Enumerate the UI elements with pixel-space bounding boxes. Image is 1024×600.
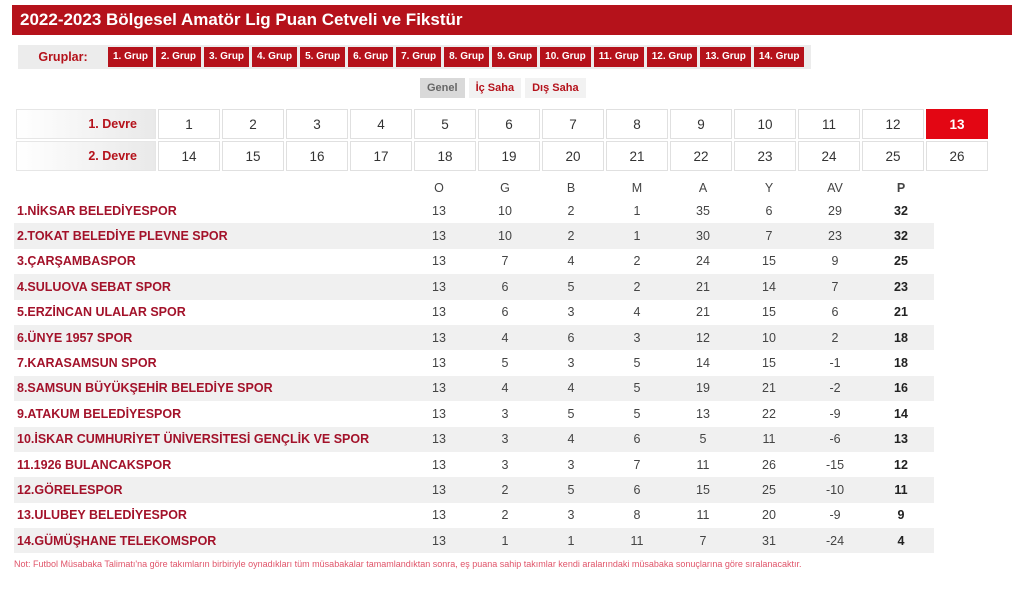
cell-lost: 5	[633, 406, 641, 421]
cell-won: 5	[501, 356, 509, 371]
standings-table	[14, 178, 934, 553]
cell-played: 13	[432, 356, 446, 371]
team-name-link[interactable]: 5.ERZİNCAN ULALAR SPOR	[17, 305, 186, 320]
cell-goals-for: 19	[670, 376, 736, 401]
cell-played: 13	[432, 457, 446, 472]
cell-played: 13	[432, 305, 446, 320]
table-row	[14, 452, 934, 477]
cell-goals-against: 6	[765, 203, 773, 218]
week-13-current[interactable]: 13	[926, 109, 988, 139]
cell-goals-for: 11	[696, 508, 710, 523]
cell-won: 10	[472, 223, 538, 248]
cell-played: 13	[406, 274, 472, 299]
week-25[interactable]: 25	[862, 141, 924, 171]
cell-goal-diff: -24	[802, 528, 868, 553]
cell-won: 4	[472, 376, 538, 401]
cell-drawn: 2	[567, 203, 575, 218]
week-19[interactable]: 19	[478, 141, 540, 171]
cell-lost: 2	[604, 274, 670, 299]
header-goal-diff: AV	[827, 181, 843, 195]
group-button-11[interactable]: 11. Grup	[594, 47, 644, 67]
table-row	[14, 249, 934, 274]
group-button-6[interactable]: 6. Grup	[348, 47, 393, 67]
team-name-link[interactable]: 13.ULUBEY BELEDİYESPOR	[17, 508, 187, 523]
header-lost: M	[631, 181, 643, 195]
cell-lost: 6	[604, 477, 670, 502]
group-button-4[interactable]: 4. Grup	[252, 47, 297, 67]
cell-lost: 2	[633, 254, 641, 269]
group-button-5[interactable]: 5. Grup	[300, 47, 345, 67]
cell-points: 9	[897, 508, 905, 523]
cell-points: 23	[868, 274, 934, 299]
group-button-8[interactable]: 8. Grup	[444, 47, 489, 67]
cell-goals-against: 25	[736, 477, 802, 502]
cell-lost: 6	[604, 427, 670, 452]
week-21[interactable]: 21	[606, 141, 668, 171]
cell-goals-against: 20	[762, 508, 776, 523]
week-10[interactable]: 10	[734, 109, 796, 139]
cell-goals-against: 15	[762, 356, 776, 371]
cell-goal-diff: 7	[802, 274, 868, 299]
cell-drawn: 3	[567, 356, 575, 371]
team-name-link[interactable]: 1.NİKSAR BELEDİYESPOR	[17, 203, 177, 218]
cell-goal-diff: 29	[828, 203, 842, 218]
cell-played: 13	[406, 427, 472, 452]
cell-goals-for: 21	[670, 274, 736, 299]
week-8[interactable]: 8	[606, 109, 668, 139]
group-button-9[interactable]: 9. Grup	[492, 47, 537, 67]
week-6[interactable]: 6	[478, 109, 540, 139]
team-name-link[interactable]: 9.ATAKUM BELEDİYESPOR	[17, 406, 182, 421]
table-row	[14, 477, 934, 502]
group-button-3[interactable]: 3. Grup	[204, 47, 249, 67]
cell-goal-diff: 23	[802, 223, 868, 248]
cell-goals-for: 30	[670, 223, 736, 248]
cell-played: 13	[406, 223, 472, 248]
cell-drawn: 4	[567, 254, 575, 269]
cell-lost: 11	[604, 528, 670, 553]
table-row	[14, 198, 934, 223]
cell-lost: 1	[604, 223, 670, 248]
cell-goals-against: 22	[762, 406, 776, 421]
standings-header	[14, 178, 934, 198]
cell-played: 13	[432, 254, 446, 269]
footnote: Not: Futbol Müsabaka Talimatı'na göre takımların birbiriyle oynadıkları tüm müsabakalar tamamlandıktan sonra, eş puana sahip takımlar kendi aralarındaki müsabaka sonuçlarına göre sıralanacaktır.	[14, 559, 802, 569]
cell-won: 3	[501, 406, 509, 421]
group-selector	[18, 45, 811, 69]
cell-lost: 5	[604, 376, 670, 401]
week-17[interactable]: 17	[350, 141, 412, 171]
cell-goal-diff: -10	[802, 477, 868, 502]
table-row	[14, 376, 934, 401]
cell-won: 2	[472, 477, 538, 502]
week-4[interactable]: 4	[350, 109, 412, 139]
cell-goals-for: 7	[670, 528, 736, 553]
week-23[interactable]: 23	[734, 141, 796, 171]
cell-drawn: 1	[538, 528, 604, 553]
cell-goals-against: 26	[762, 457, 776, 472]
week-16[interactable]: 16	[286, 141, 348, 171]
cell-goal-diff: 9	[831, 254, 839, 269]
cell-goal-diff: -9	[829, 508, 841, 523]
tab-genel[interactable]: Genel	[420, 78, 465, 98]
week-7[interactable]: 7	[542, 109, 604, 139]
first-half-row	[16, 109, 988, 139]
cell-points: 12	[894, 457, 908, 472]
cell-won: 2	[501, 508, 509, 523]
cell-won: 6	[472, 274, 538, 299]
cell-points: 4	[868, 528, 934, 553]
cell-points: 16	[868, 376, 934, 401]
table-row	[14, 300, 934, 325]
cell-drawn: 5	[538, 477, 604, 502]
table-row	[14, 350, 934, 375]
table-row	[14, 503, 934, 528]
first-half-label: 1. Devre	[16, 109, 156, 139]
cell-lost: 7	[633, 457, 641, 472]
team-name-link[interactable]: 7.KARASAMSUN SPOR	[17, 356, 157, 371]
cell-goal-diff: -15	[825, 457, 845, 472]
cell-drawn: 2	[538, 223, 604, 248]
header-team	[14, 178, 406, 198]
week-22[interactable]: 22	[670, 141, 732, 171]
team-name-link[interactable]: 6.ÜNYE 1957 SPOR	[14, 325, 406, 350]
cell-lost: 3	[604, 325, 670, 350]
second-half-row	[16, 141, 988, 171]
cell-goal-diff: 2	[802, 325, 868, 350]
group-button-1[interactable]: 1. Grup	[108, 47, 153, 67]
week-14[interactable]: 14	[158, 141, 220, 171]
table-row	[14, 223, 934, 248]
cell-played: 13	[406, 376, 472, 401]
cell-goals-against: 7	[736, 223, 802, 248]
cell-points: 11	[868, 477, 934, 502]
cell-drawn: 6	[538, 325, 604, 350]
week-26[interactable]: 26	[926, 141, 988, 171]
cell-points: 18	[868, 325, 934, 350]
cell-won: 6	[501, 305, 509, 320]
cell-played: 13	[432, 203, 446, 218]
cell-goals-against: 11	[736, 427, 802, 452]
cell-goals-for: 21	[696, 305, 710, 320]
cell-goals-against: 10	[736, 325, 802, 350]
cell-goals-for: 14	[696, 356, 710, 371]
cell-drawn: 4	[538, 427, 604, 452]
cell-points: 13	[868, 427, 934, 452]
cell-goals-for: 35	[696, 203, 710, 218]
week-1[interactable]: 1	[158, 109, 220, 139]
header-points: P	[896, 181, 906, 195]
cell-goals-for: 11	[696, 457, 710, 472]
table-row	[14, 274, 934, 299]
header-played: O	[434, 181, 444, 195]
cell-drawn: 4	[538, 376, 604, 401]
cell-goals-for: 12	[670, 325, 736, 350]
cell-points: 32	[868, 223, 934, 248]
cell-goal-diff: -9	[829, 406, 841, 421]
week-2[interactable]: 2	[222, 109, 284, 139]
cell-played: 13	[432, 406, 446, 421]
week-24[interactable]: 24	[798, 141, 860, 171]
cell-played: 13	[432, 508, 446, 523]
second-half-label: 2. Devre	[16, 141, 156, 171]
header-won: G	[500, 181, 510, 195]
cell-points: 25	[894, 254, 908, 269]
cell-goals-against: 21	[736, 376, 802, 401]
group-button-2[interactable]: 2. Grup	[156, 47, 201, 67]
cell-played: 13	[406, 477, 472, 502]
cell-drawn: 5	[567, 406, 575, 421]
cell-goals-for: 24	[696, 254, 710, 269]
header-goals-against: Y	[764, 181, 774, 195]
team-name-link[interactable]: 4.SULUOVA SEBAT SPOR	[14, 274, 406, 299]
cell-lost: 1	[633, 203, 641, 218]
tab-ic-saha[interactable]: İç Saha	[469, 78, 522, 98]
cell-lost: 5	[633, 356, 641, 371]
header-goals-for: A	[698, 181, 708, 195]
team-name-link[interactable]: 11.1926 BULANCAKSPOR	[17, 457, 172, 472]
header-drawn: B	[566, 181, 576, 195]
cell-points: 32	[894, 203, 908, 218]
week-3[interactable]: 3	[286, 109, 348, 139]
week-selector	[14, 107, 990, 173]
cell-won: 3	[501, 457, 509, 472]
cell-goal-diff: 6	[831, 305, 839, 320]
team-name-link[interactable]: 3.ÇARŞAMBASPOR	[17, 254, 136, 269]
week-11[interactable]: 11	[798, 109, 860, 139]
cell-points: 14	[894, 406, 908, 421]
cell-goal-diff: -1	[829, 356, 841, 371]
cell-goal-diff: -2	[802, 376, 868, 401]
group-button-13[interactable]: 13. Grup	[700, 47, 751, 67]
cell-goal-diff: -6	[802, 427, 868, 452]
group-button-7[interactable]: 7. Grup	[396, 47, 441, 67]
cell-played: 13	[406, 325, 472, 350]
cell-drawn: 5	[538, 274, 604, 299]
tab-dis-saha[interactable]: Dış Saha	[525, 78, 585, 98]
team-name-link[interactable]: 12.GÖRELESPOR	[14, 477, 406, 502]
week-5[interactable]: 5	[414, 109, 476, 139]
cell-goals-for: 5	[670, 427, 736, 452]
cell-won: 3	[472, 427, 538, 452]
week-15[interactable]: 15	[222, 141, 284, 171]
table-row	[14, 401, 934, 426]
cell-goals-against: 15	[762, 305, 776, 320]
table-row	[14, 325, 934, 350]
cell-played: 13	[406, 528, 472, 553]
team-name-link[interactable]: 10.İSKAR CUMHURİYET ÜNİVERSİTESİ GENÇLİK VE SPOR	[14, 427, 406, 452]
cell-drawn: 3	[567, 305, 575, 320]
cell-won: 4	[472, 325, 538, 350]
cell-goals-against: 14	[736, 274, 802, 299]
page-title: 2022-2023 Bölgesel Amatör Lig Puan Cetveli ve Fikstür	[12, 5, 1012, 35]
cell-goals-for: 13	[696, 406, 710, 421]
groups-label: Gruplar:	[38, 50, 88, 64]
cell-points: 18	[894, 356, 908, 371]
cell-drawn: 3	[567, 508, 575, 523]
group-button-14[interactable]: 14. Grup	[754, 47, 805, 67]
team-name-link[interactable]: 8.SAMSUN BÜYÜKŞEHİR BELEDİYE SPOR	[14, 376, 406, 401]
cell-goals-against: 31	[736, 528, 802, 553]
group-button-10[interactable]: 10. Grup	[540, 47, 591, 67]
group-button-12[interactable]: 12. Grup	[647, 47, 698, 67]
week-20[interactable]: 20	[542, 141, 604, 171]
cell-lost: 8	[633, 508, 641, 523]
cell-won: 10	[498, 203, 512, 218]
table-row	[14, 528, 934, 553]
team-name-link[interactable]: 2.TOKAT BELEDİYE PLEVNE SPOR	[14, 223, 406, 248]
table-row	[14, 427, 934, 452]
view-tabs	[420, 78, 590, 98]
week-12[interactable]: 12	[862, 109, 924, 139]
week-9[interactable]: 9	[670, 109, 732, 139]
cell-won: 7	[501, 254, 509, 269]
cell-lost: 4	[633, 305, 641, 320]
team-name-link[interactable]: 14.GÜMÜŞHANE TELEKOMSPOR	[14, 528, 406, 553]
cell-goals-against: 15	[762, 254, 776, 269]
cell-won: 1	[472, 528, 538, 553]
cell-points: 21	[894, 305, 908, 320]
cell-drawn: 3	[567, 457, 575, 472]
cell-goals-for: 15	[670, 477, 736, 502]
week-18[interactable]: 18	[414, 141, 476, 171]
